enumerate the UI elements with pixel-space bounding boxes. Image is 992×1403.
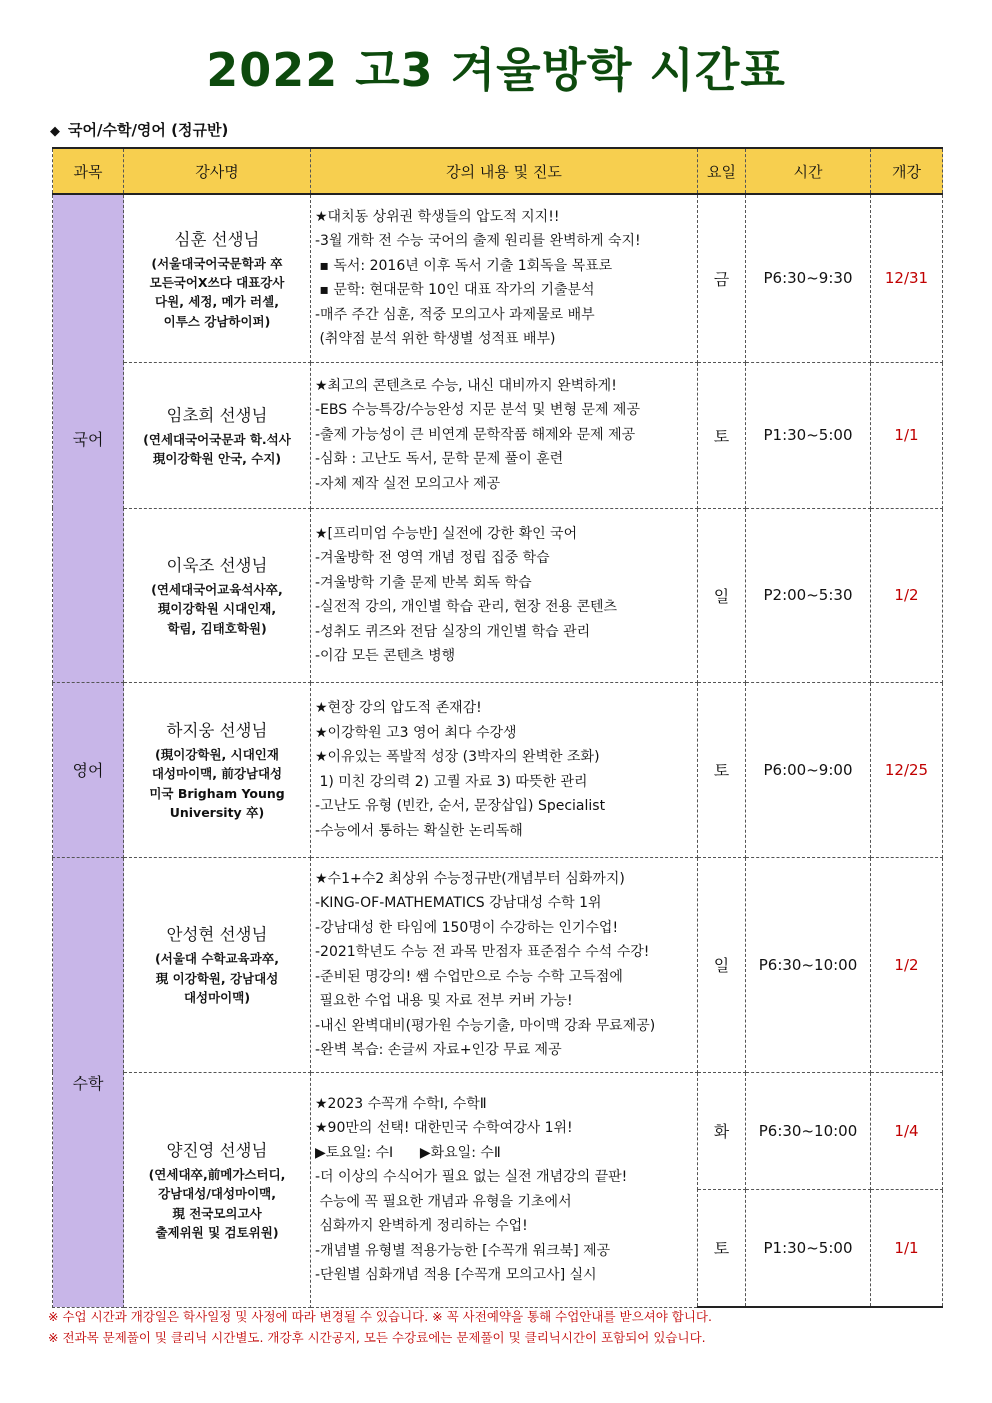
teacher-name: 안성현 선생님	[166, 925, 268, 945]
content-line: (취약점 분석 위한 학생별 성적표 배부)	[315, 331, 556, 348]
teacher-bio	[124, 1165, 310, 1243]
content-line: ★최고의 콘텐츠로 수능, 내신 대비까지 완벽하게!	[315, 377, 617, 394]
content-line: ▶토요일: 수Ⅰ ▶화요일: 수Ⅱ	[315, 1144, 501, 1161]
content-line: -3월 개학 전 수능 국어의 출제 원리를 완벽하게 숙지!	[315, 233, 641, 250]
content-line: -매주 주간 심훈, 적중 모의고사 과제물로 배부	[315, 306, 595, 323]
content-line: ★90만의 선택! 대한민국 수학여강사 1위!	[315, 1120, 573, 1136]
content-line: -더 이상의 수식어가 필요 없는 실전 개념강의 끝판!	[315, 1169, 628, 1185]
section-label: 국어/수학/영어 (정규반)	[68, 121, 229, 139]
content-line: -겨울방학 전 영역 개념 정립 집중 학습	[315, 550, 550, 566]
content-line: ★[프리미엄 수능반] 실전에 강한 확인 국어	[315, 525, 578, 542]
content-cell	[311, 362, 698, 508]
content-line: -이감 모든 콘텐츠 병행	[315, 648, 456, 664]
teacher-bio-line: 現 전국모의고사	[172, 1205, 262, 1221]
teacher-bio-line: 학림, 김태호학원)	[167, 620, 267, 636]
content-cell	[311, 1072, 698, 1307]
teacher-bio-line: 출제위원 및 검토위원)	[155, 1224, 279, 1240]
content-line: ★이유있는 폭발적 성장 (3박자의 완벽한 조화)	[315, 749, 600, 765]
table-row	[53, 508, 943, 682]
content-line: -출제 가능성이 큰 비연계 문학작품 해제와 문제 제공	[315, 426, 636, 443]
table-row	[53, 194, 943, 362]
content-line: -심화 : 고난도 독서, 문학 문제 풀이 훈련	[315, 451, 564, 468]
teacher-bio-line: 現 이강학원, 강남대성	[155, 970, 279, 986]
teacher-bio	[124, 745, 310, 823]
subject-english: 영어	[53, 682, 124, 857]
day-cell: 금	[698, 194, 746, 362]
content-line: -2021학년도 수능 전 과목 만점자 표준점수 수석 수강!	[315, 944, 650, 960]
timetable	[52, 147, 943, 1308]
teacher-bio-line: (연세대국어교육석사卒,	[151, 581, 283, 597]
content-line: 1) 미친 강의력 2) 고퀄 자료 3) 따뜻한 관리	[315, 773, 588, 790]
open-date-cell: 1/1	[871, 1189, 943, 1307]
content-line: ★이강학원 고3 영어 최다 수강생	[315, 724, 517, 741]
time-cell: P6:30~9:30	[746, 194, 871, 362]
content-line: -자체 제작 실전 모의고사 제공	[315, 475, 501, 492]
teacher-bio-line: 다원, 세정, 메가 러셀,	[155, 294, 279, 310]
content-line: -실전적 강의, 개인별 학습 관리, 현장 전용 콘텐츠	[315, 599, 618, 615]
header-time: 시간	[746, 148, 871, 194]
teacher-bio-line: 대성마이맥)	[183, 990, 251, 1006]
teacher-bio	[124, 430, 310, 469]
content-line: -개념별 유형별 적용가능한 [수꼭개 워크북] 제공	[315, 1242, 611, 1259]
teacher-bio-line: 現이강학원 안국, 수지)	[152, 451, 282, 466]
table-row	[53, 362, 943, 508]
teacher-bio-line: 現이강학원 시대인재,	[157, 601, 277, 617]
teacher-bio-line: 이투스 강남하이퍼)	[163, 313, 271, 329]
content-line: -준비된 명강의! 쌤 수업만으로 수능 수학 고득점에	[315, 968, 623, 985]
teacher-bio-line: 대성마이맥, 前강남대성	[151, 766, 283, 782]
page-title: 2022 고3 겨울방학 시간표	[206, 43, 786, 97]
content-cell	[311, 682, 698, 857]
header-content: 강의 내용 및 진도	[311, 148, 698, 194]
teacher-bio	[124, 254, 310, 332]
content-line: -수능에서 통하는 확실한 논리독해	[315, 822, 523, 839]
day-cell: 일	[698, 508, 746, 682]
content-line: -완벽 복습: 손글씨 자료+인강 무료 제공	[315, 1042, 562, 1058]
diamond-bullet-icon: ◆	[50, 124, 60, 139]
day-cell: 토	[698, 362, 746, 508]
content-line: -성취도 퀴즈와 전담 실장의 개인별 학습 관리	[315, 623, 591, 640]
time-cell: P6:30~10:00	[746, 857, 871, 1072]
teacher-bio-line: 모든국어X쓰다 대표강사	[149, 274, 285, 290]
teacher-bio-line: University 卒)	[169, 804, 265, 820]
teacher-cell	[124, 508, 311, 682]
day-cell: 토	[698, 1189, 746, 1307]
teacher-bio-line: (서울대국어국문학과 卒	[151, 255, 283, 271]
content-line: ▪ 문학: 현대문학 10인 대표 작가의 기출분석	[315, 282, 595, 299]
section-heading	[50, 119, 228, 140]
content-line: ▪ 독서: 2016년 이후 독서 기출 1회독을 목표로	[315, 257, 613, 274]
content-line: ★2023 수꼭개 수학Ⅰ, 수학Ⅱ	[315, 1095, 487, 1112]
content-line: -고난도 유형 (빈칸, 순서, 문장삽입) Specialist	[315, 798, 606, 814]
content-line: ★수1+수2 최상위 수능정규반(개념부터 심화까지)	[315, 870, 625, 887]
content-line: 심화까지 완벽하게 정리하는 수업!	[315, 1218, 528, 1234]
open-date-cell: 12/31	[871, 194, 943, 362]
time-cell: P6:00~9:00	[746, 682, 871, 857]
content-line: -KING-OF-MATHEMATICS 강남대성 수학 1위	[315, 895, 602, 911]
open-date-cell: 1/1	[871, 362, 943, 508]
time-cell: P1:30~5:00	[746, 1189, 871, 1307]
footnotes	[48, 1306, 712, 1348]
open-date-cell: 12/25	[871, 682, 943, 857]
teacher-name: 하지웅 선생님	[166, 720, 268, 740]
day-cell: 토	[698, 682, 746, 857]
teacher-bio-line: 강남대성/대성마이맥,	[158, 1186, 276, 1202]
header-row	[53, 148, 943, 194]
content-line: -강남대성 한 타임에 150명이 수강하는 인기수업!	[315, 919, 619, 936]
header-subject: 과목	[53, 148, 124, 194]
open-date-cell: 1/2	[871, 857, 943, 1072]
open-date-cell: 1/4	[871, 1072, 943, 1189]
teacher-name: 임초희 선생님	[166, 405, 268, 425]
subject-korean: 국어	[53, 194, 124, 682]
teacher-bio-line: (연세대국어국문과 학.석사	[143, 431, 291, 447]
teacher-bio-line: (연세대卒,前메가스터디,	[148, 1166, 286, 1182]
content-line: ★대치동 상위권 학생들의 압도적 지지!!	[315, 208, 560, 225]
content-line: -겨울방학 기출 문제 반복 회독 학습	[315, 574, 532, 591]
day-cell: 일	[698, 857, 746, 1072]
header-open: 개강	[871, 148, 943, 194]
header-teacher: 강사명	[124, 148, 311, 194]
header-day: 요일	[698, 148, 746, 194]
footnote: ※ 전과목 문제풀이 및 클리닉 시간별도. 개강후 시간공지, 모든 수강료에는 문제풀이 및 클리닉시간이 포함되어 있습니다.	[48, 1330, 706, 1345]
footnote: ※ 수업 시간과 개강일은 학사일정 및 사정에 따라 변경될 수 있습니다. ※ 꼭 사전예약을 통해 수업안내를 받으셔야 합니다.	[48, 1309, 712, 1324]
day-cell: 화	[698, 1072, 746, 1189]
teacher-bio	[124, 949, 310, 1007]
content-line: 수능에 꼭 필요한 개념과 유형을 기초에서	[315, 1193, 572, 1210]
content-line: ★현장 강의 압도적 존재감!	[315, 700, 482, 716]
content-cell	[311, 194, 698, 362]
teacher-cell	[124, 682, 311, 857]
content-cell	[311, 508, 698, 682]
teacher-cell	[124, 1072, 311, 1307]
content-cell	[311, 857, 698, 1072]
table-row	[53, 1072, 943, 1189]
table-row	[53, 682, 943, 857]
teacher-cell	[124, 362, 311, 508]
teacher-cell	[124, 857, 311, 1072]
content-line: 필요한 수업 내용 및 자료 전부 커버 가능!	[315, 993, 573, 1009]
teacher-bio-line: 미국 Brigham Young	[149, 785, 285, 801]
subject-math: 수학	[53, 857, 124, 1307]
time-cell: P2:00~5:30	[746, 508, 871, 682]
teacher-cell	[124, 194, 311, 362]
time-cell: P6:30~10:00	[746, 1072, 871, 1189]
teacher-name: 이욱조 선생님	[166, 555, 268, 575]
table-row	[53, 857, 943, 1072]
teacher-name: 심훈 선생님	[174, 229, 260, 249]
content-line: -내신 완벽대비(평가원 수능기출, 마이맥 강좌 무료제공)	[315, 1017, 656, 1034]
time-cell: P1:30~5:00	[746, 362, 871, 508]
teacher-bio-line: (現이강학원, 시대인재	[155, 746, 279, 762]
content-line: -EBS 수능특강/수능완성 지문 분석 및 변형 문제 제공	[315, 402, 640, 419]
teacher-bio	[124, 580, 310, 638]
teacher-name: 양진영 선생님	[166, 1140, 268, 1160]
content-line: -단원별 심화개념 적용 [수꼭개 모의고사] 실시	[315, 1267, 597, 1283]
teacher-bio-line: (서울대 수학교육과卒,	[155, 951, 279, 967]
open-date-cell: 1/2	[871, 508, 943, 682]
